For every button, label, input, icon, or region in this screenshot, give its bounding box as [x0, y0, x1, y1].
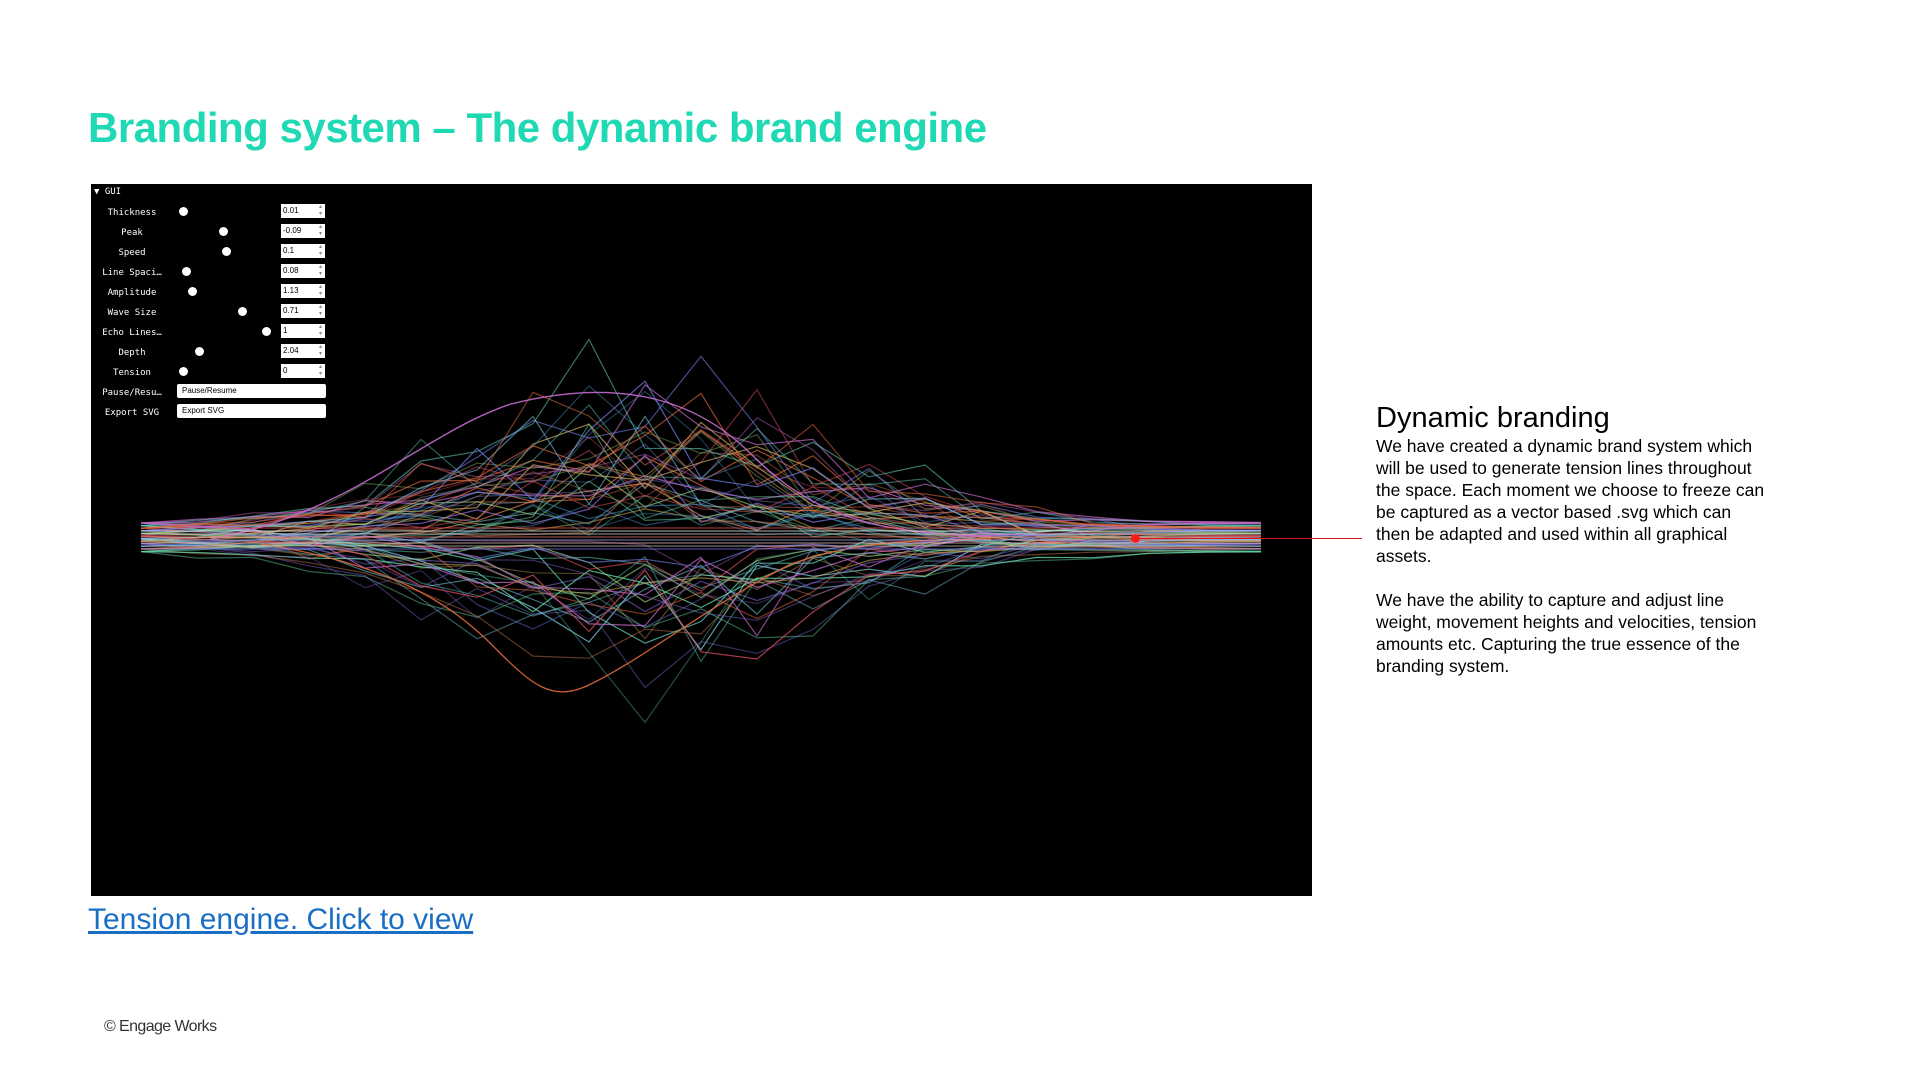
speed-value[interactable] [281, 244, 325, 258]
pause-label: Pause/Resu… [102, 388, 162, 398]
gui-row-thickness [91, 205, 331, 223]
amplitude-label: Amplitude [107, 288, 157, 298]
amplitude-slider[interactable] [186, 285, 200, 299]
line-spacing-value-text: 0.08 [283, 266, 299, 275]
spinner-icon[interactable]: ▴ ▾ [318, 344, 322, 357]
wave-size-value[interactable] [281, 304, 325, 318]
callout-marker [1131, 534, 1140, 543]
slider-handle[interactable] [219, 227, 228, 236]
gui-row-tension [91, 365, 331, 383]
pause-resume-button[interactable]: Pause/Resume [177, 384, 326, 398]
spinner-icon[interactable]: ▴ ▾ [318, 264, 322, 277]
export-label: Export SVG [104, 408, 160, 418]
tension-engine-link[interactable]: Tension engine. Click to view [88, 903, 474, 936]
slider-handle[interactable] [262, 327, 271, 336]
gui-header[interactable]: ▼ GUI [94, 187, 122, 197]
gui-row-peak [91, 225, 331, 243]
callout-line [1140, 538, 1362, 539]
line-spacing-label: Line Spaci… [102, 268, 162, 278]
tension-label: Tension [113, 368, 151, 378]
description-paragraph-1: We have created a dynamic brand system which will be used to generate tension lines throughout the space. Each moment we choose to freeze can be captured as a vector based .svg which can then be adapted and used within all graphical assets. [1376, 436, 1765, 566]
gui-row-export [91, 405, 331, 423]
description-block [1376, 402, 1766, 677]
spinner-icon[interactable]: ▴ ▾ [318, 284, 322, 297]
depth-value-text: 2.04 [283, 346, 299, 355]
amplitude-value-text: 1.13 [283, 286, 299, 295]
echo-lines-label: Echo Lines… [102, 328, 162, 338]
spinner-icon[interactable]: ▴ ▾ [318, 224, 322, 237]
slider-handle[interactable] [188, 287, 197, 296]
speed-label: Speed [118, 248, 146, 258]
depth-value[interactable] [281, 344, 325, 358]
gui-row-echo-lines [91, 325, 331, 343]
tension-slider[interactable] [177, 365, 191, 379]
gui-row-line-spacing [91, 265, 331, 283]
gui-row-pause [91, 385, 331, 403]
spinner-icon[interactable]: ▴ ▾ [318, 244, 322, 257]
depth-label: Depth [118, 348, 146, 358]
slider-handle[interactable] [182, 267, 191, 276]
wave-line [141, 539, 1261, 623]
echo-lines-slider[interactable] [260, 325, 274, 339]
line-spacing-value[interactable] [281, 264, 325, 278]
amplitude-value[interactable] [281, 284, 325, 298]
slide-title: Branding system – The dynamic brand engine [88, 104, 987, 151]
description-heading: Dynamic branding [1376, 402, 1610, 434]
gui-row-amplitude [91, 285, 331, 303]
wave-line [141, 541, 1261, 638]
slider-handle[interactable] [238, 307, 247, 316]
spinner-icon[interactable]: ▴ ▾ [318, 204, 322, 217]
spinner-icon[interactable]: ▴ ▾ [318, 304, 322, 317]
echo-lines-value-text: 1 [283, 326, 288, 335]
wave-size-slider[interactable] [236, 305, 250, 319]
gui-row-depth [91, 345, 331, 363]
peak-label: Peak [121, 228, 143, 238]
thickness-value[interactable] [281, 204, 325, 218]
depth-slider[interactable] [193, 345, 207, 359]
thickness-value-text: 0.01 [283, 206, 299, 215]
gui-row-wave-size [91, 305, 331, 323]
tension-engine-canvas[interactable] [91, 184, 1312, 896]
tension-value[interactable] [281, 364, 325, 378]
peak-value[interactable] [281, 224, 325, 238]
peak-value-text: -0.09 [283, 226, 302, 235]
peak-slider[interactable] [217, 225, 231, 239]
export-svg-button[interactable]: Export SVG [177, 404, 326, 418]
description-paragraph-2: We have the ability to capture and adjust line weight, movement heights and velocities, tension amounts etc. Capturing the true essence of the branding system. [1376, 590, 1757, 676]
slider-handle[interactable] [222, 247, 231, 256]
spinner-icon[interactable]: ▴ ▾ [318, 324, 322, 337]
copyright-footer: © Engage Works [104, 1018, 217, 1035]
tension-value-text: 0 [283, 366, 288, 375]
slider-handle[interactable] [179, 367, 188, 376]
slider-handle[interactable] [179, 207, 188, 216]
thickness-slider[interactable] [177, 205, 191, 219]
wave-size-label: Wave Size [107, 308, 157, 318]
slider-handle[interactable] [195, 347, 204, 356]
thickness-label: Thickness [107, 208, 157, 218]
spinner-icon[interactable]: ▴ ▾ [318, 364, 322, 377]
gui-row-speed [91, 245, 331, 263]
echo-lines-value[interactable] [281, 324, 325, 338]
line-spacing-slider[interactable] [180, 265, 194, 279]
wave-size-value-text: 0.71 [283, 306, 299, 315]
speed-slider[interactable] [220, 245, 234, 259]
speed-value-text: 0.1 [283, 246, 295, 255]
